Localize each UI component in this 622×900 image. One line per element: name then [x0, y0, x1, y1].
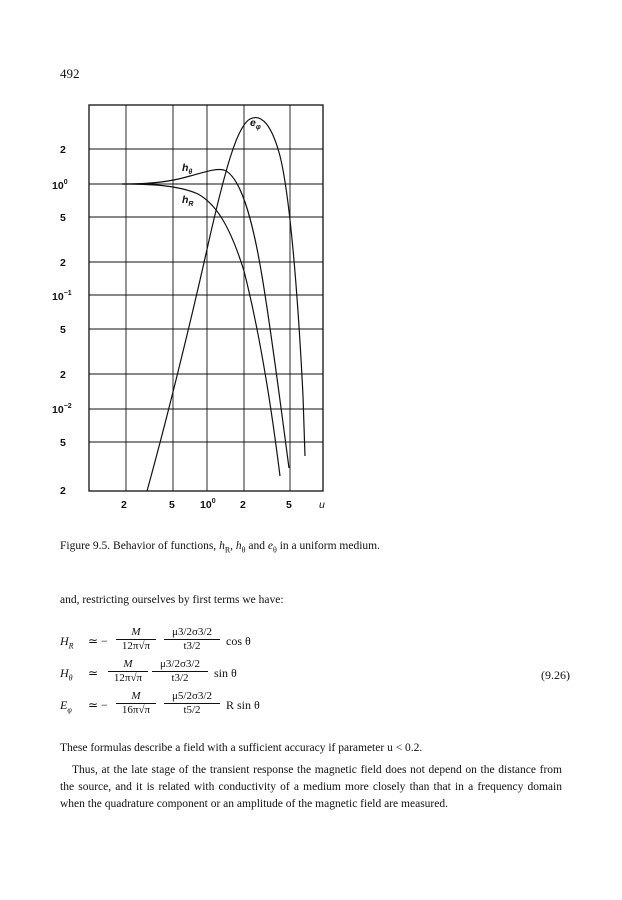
x-tick-label: 2	[121, 499, 127, 511]
y-tick-label: 2	[60, 369, 66, 381]
intro-text: and, restricting ourselves by first terms we have:	[60, 594, 284, 606]
y-tick-label: 2	[60, 144, 66, 156]
curve-label-e-phi: $e_\varphi$	[250, 117, 261, 131]
curve-label-h-theta: $h_\theta$	[182, 162, 193, 176]
curve-label-h-R: $h_R$	[182, 194, 194, 208]
y-tick-label: 5	[60, 324, 66, 336]
y-tick-label: 5	[60, 437, 66, 449]
equation-row: $E_\varphi$ ≃ − $\frac{M}{16\pi√\pi}$ $\frac{\mu 5/2\sigma 3/2}{t5/2}$ R sin θ	[60, 690, 260, 716]
equation-row: $H_\theta$ ≃ $\frac{M}{12\pi√\pi}$ $\frac{\mu 3/2\sigma 3/2}{t3/2}$ sin θ	[60, 658, 237, 684]
y-tick-label: 5	[60, 212, 66, 224]
y-tick-label: 2	[60, 257, 66, 269]
x-tick-label: $10^0$	[200, 498, 216, 511]
equation-block	[60, 626, 580, 726]
plot-frame	[89, 105, 323, 491]
x-tick-label: 5	[169, 499, 175, 511]
x-tick-label: 5	[286, 499, 292, 511]
y-gridlines	[89, 149, 323, 442]
page-number: 492	[60, 66, 80, 81]
y-tick-label: 2	[60, 485, 66, 497]
y-tick-label: $10^{-2}$	[52, 403, 72, 416]
paragraph: Thus, at the late stage of the transient response the magnetic field does not depend on the distance from the source, and it is related with conductivity of a medium more closely than that in a frequency domain when the quadrature component or an amplitude of the magnetic field are measured.	[60, 764, 562, 810]
figure-caption: Figure 9.5. Behavior of functions, $h_R$, $h_\theta$ and $e_\theta$ in a uniform medium.	[60, 540, 380, 555]
curve-h-R	[122, 184, 280, 476]
curve-h-theta	[122, 169, 289, 468]
y-tick-label: $10^{-1}$	[52, 290, 72, 303]
x-tick-label: 2	[240, 499, 246, 511]
y-tick-label: $10^0$	[52, 179, 68, 192]
equation-number: (9.26)	[541, 668, 570, 682]
equation-row: $H_R$ ≃ − $\frac{M}{12\pi√\pi}$ $\frac{\mu 3/2\sigma 3/2}{t3/2}$ cos θ	[60, 626, 251, 652]
x-axis-label: u	[319, 499, 325, 511]
curve-e-phi	[147, 118, 305, 491]
paragraph: These formulas describe a field with a sufficient accuracy if parameter u < 0.2.	[60, 742, 423, 754]
figure-chart	[40, 96, 340, 516]
